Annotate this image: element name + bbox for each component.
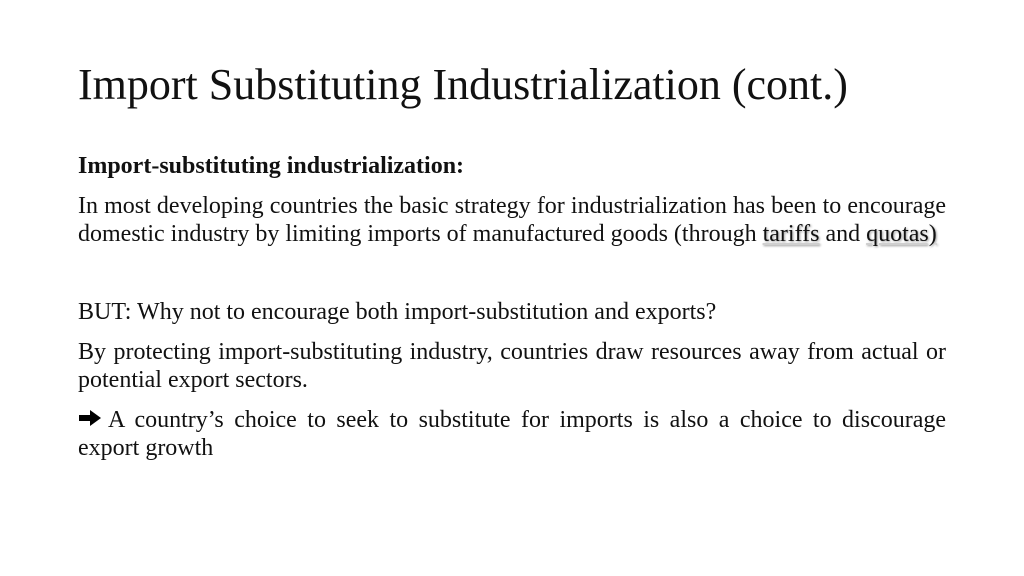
paragraph-strategy xyxy=(78,192,946,248)
and-text: and xyxy=(819,221,867,247)
paragraph-strategy-text: In most developing countries the basic strategy for industrialization has been to encourage domestic industry by limiting imports of manufactured goods (through xyxy=(78,193,946,247)
paragraph-conclusion-text: A country’s choice to seek to substitute for imports is also a choice to discourage export growth xyxy=(78,407,946,461)
quotas-link[interactable]: quotas) xyxy=(866,221,937,247)
section-heading: Import-substituting industrialization: xyxy=(78,153,465,179)
paragraph-conclusion xyxy=(78,406,946,462)
paragraph-protection: By protecting import-substituting industry, countries draw resources away from actual or potential export sectors. xyxy=(78,339,946,393)
tariffs-link[interactable]: tariffs xyxy=(762,221,820,247)
slide-title: Import Substituting Industrialization (cont.) xyxy=(78,60,848,109)
right-arrow-icon xyxy=(78,406,102,434)
slide-body xyxy=(78,152,946,462)
paragraph-question: BUT: Why not to encourage both import-substitution and exports? xyxy=(78,299,717,325)
